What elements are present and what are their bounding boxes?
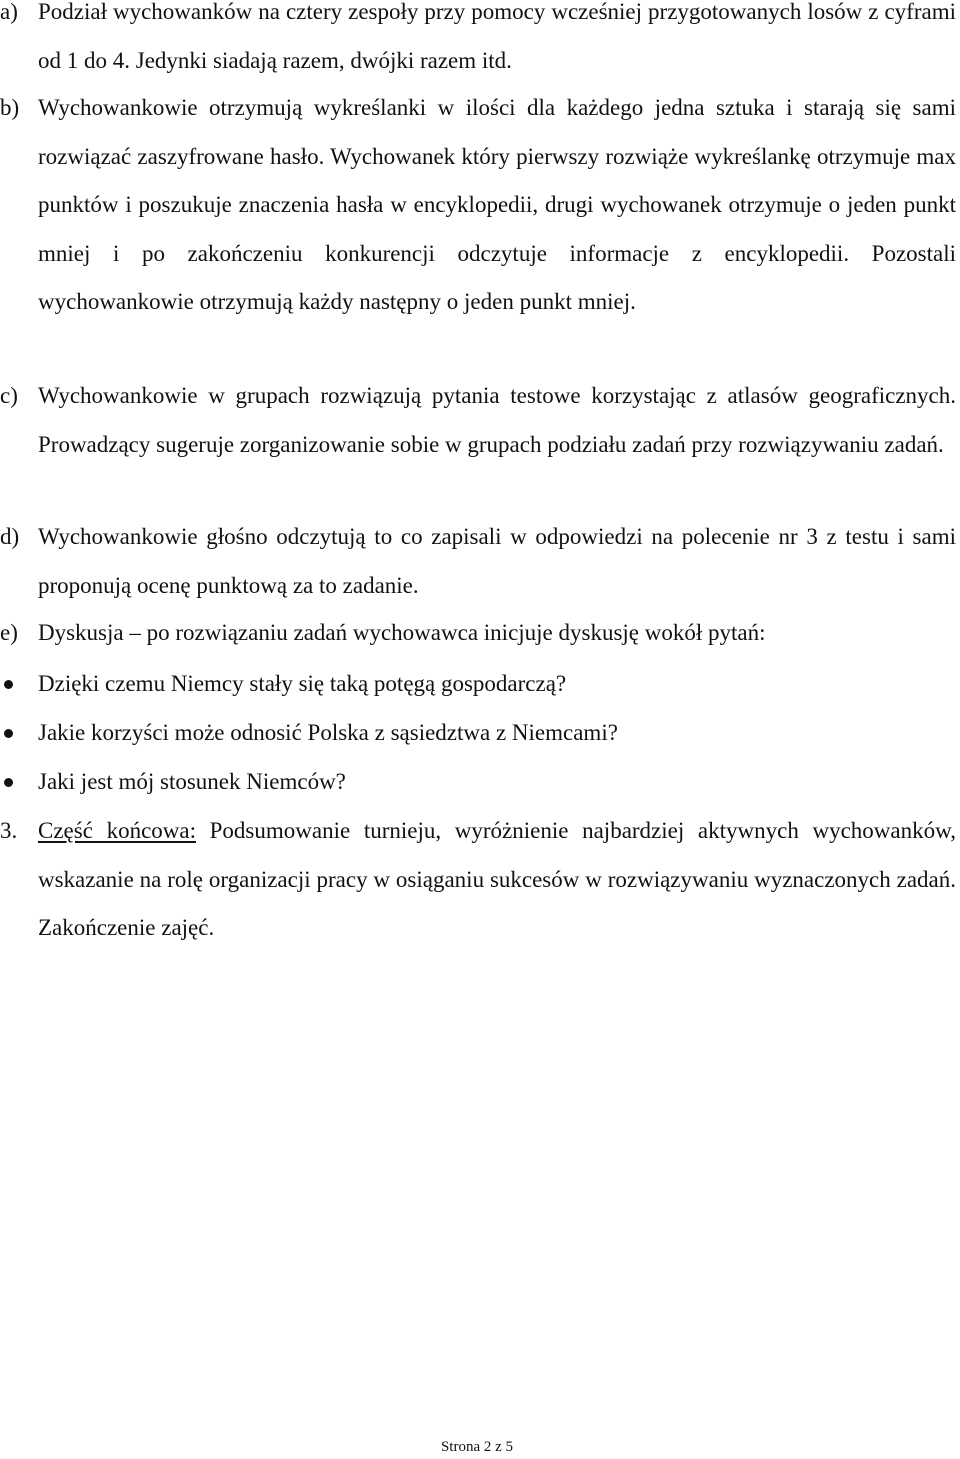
bullet-icon [4,729,13,738]
list-item-text: Podział wychowanków na cztery zespoły przy pomocy wcześniej przygotowanych losów z cyframi od 1 do 4. Jedynki siadają razem, dwójki razem itd. [38,0,956,73]
list-item-e [0,609,960,658]
section-heading: Część końcowa: [38,818,196,843]
bullet-icon [4,778,13,787]
list-marker: b) [0,95,20,120]
section-3 [0,807,960,953]
bullet-text: Jakie korzyści może odnosić Polska z sąsiedztwa z Niemcami? [38,720,618,745]
list-item-text: Dyskusja – po rozwiązaniu zadań wychowawca inicjuje dyskusję wokół pytań: [38,620,766,645]
bullet-icon [4,680,13,689]
list-item-text: Wychowankowie głośno odczytują to co zapisali w odpowiedzi na polecenie nr 3 z testu i sami proponują ocenę punktową za to zadanie. [38,524,956,598]
list-marker: d) [0,524,20,549]
bullet-item [0,758,960,807]
section-3-body: Podsumowanie turnieju, wyróżnienie najbardziej aktywnych wychowanków, wskazanie na rolę organizacji pracy w osiąganiu sukcesów w rozwiązywaniu wyznaczonych zadań. Zakończenie zajęć. [38,818,956,940]
section-number: 3. [0,818,18,843]
list-item-text: Wychowankowie w grupach rozwiązują pytania testowe korzystając z atlasów geograficznych. Prowadzący sugeruje zorganizowanie sobie w grupach podziału zadań przy rozwiązywaniu zadań. [38,383,956,457]
list-item-c [0,372,960,469]
bullet-text: Jaki jest mój stosunek Niemców? [38,769,346,794]
list-marker: e) [0,620,18,645]
page-number: Strona 2 z 5 [440,1439,514,1455]
bullet-item [0,709,960,758]
bullet-text: Dzięki czemu Niemcy stały się taką potęgą gospodarczą? [38,671,567,696]
list-marker: a) [0,0,18,24]
bullet-item [0,660,960,709]
list-item-text: Wychowankowie otrzymują wykreślanki w ilości dla każdego jedna sztuka i starają się sami rozwiązać zaszyfrowane hasło. Wychowanek który pierwszy rozwiąże wykreślankę otrzymuje max punktów i poszukuje znaczenia hasła w encyklopedii, drugi wychowanek otrzymuje o jeden punkt mniej i po zakończeniu konkurencji odczytuje informacje z encyklopedii. Pozostali wychowankowie otrzymują każdy następny o jeden punkt mniej. [38,95,956,314]
list-marker: c) [0,383,18,408]
section-3-text [38,807,956,953]
page-footer [0,1438,960,1456]
list-item-a [0,0,960,85]
list-item-b [0,84,960,327]
list-item-d [0,513,960,610]
